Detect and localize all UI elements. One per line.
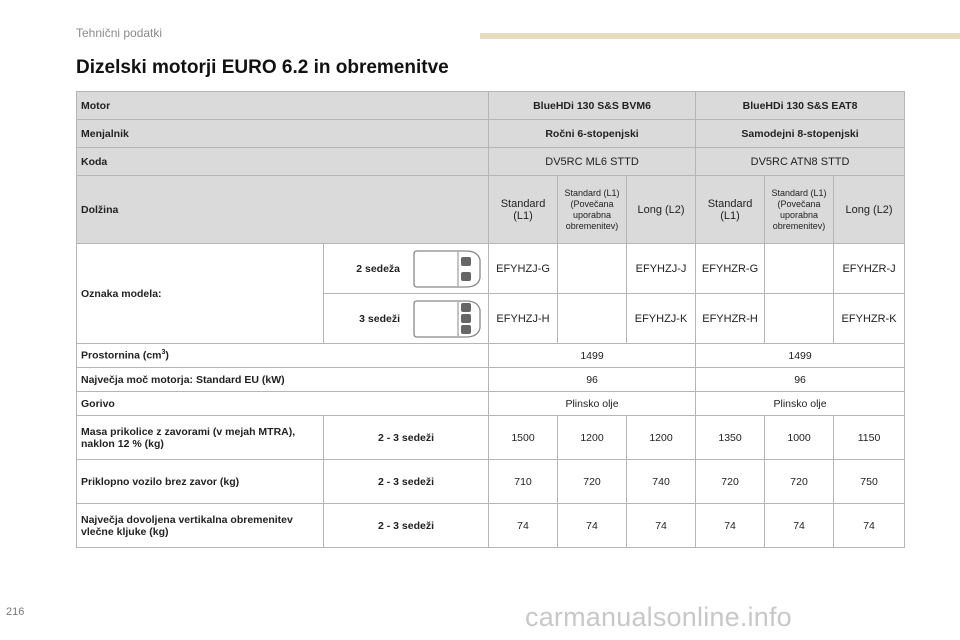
dolzina-col-5: Standard (L1) (Povečana uporabna obremenitev)	[765, 176, 834, 244]
masa-seats: 2 - 3 sedeži	[324, 416, 489, 460]
priklopno-1: 710	[489, 460, 558, 504]
masa-1: 1500	[489, 416, 558, 460]
oznaka-2-5	[765, 244, 834, 294]
oznaka-2-4: EFYHZR-G	[696, 244, 765, 294]
seats-3-label: 3 sedeži	[359, 312, 401, 325]
watermark: carmanualsonline.info	[525, 602, 792, 632]
dolzina-col-2: Standard (L1) (Povečana uporabna obremenitev)	[558, 176, 627, 244]
vertikalna-1: 74	[489, 504, 558, 548]
oznaka-3-2	[558, 294, 627, 344]
section-label: Tehnični podatki	[76, 26, 163, 40]
oznaka-3-4: EFYHZR-H	[696, 294, 765, 344]
vertikalna-label: Največja dovoljena vertikalna obremenitev vlečne kljuke (kg)	[77, 504, 324, 548]
motor-a: BlueHDi 130 S&S BVM6	[489, 92, 696, 120]
seats-2-label: 2 sedeža	[356, 262, 401, 275]
oznaka-3-3: EFYHZJ-K	[627, 294, 696, 344]
koda-a: DV5RC ML6 STTD	[489, 148, 696, 176]
vertikalna-2: 74	[558, 504, 627, 548]
menjalnik-a: Ročni 6-stopenjski	[489, 120, 696, 148]
van-3-seats-icon	[408, 298, 484, 340]
page-number: 216	[6, 606, 25, 618]
vertikalna-5: 74	[765, 504, 834, 548]
vertikalna-seats: 2 - 3 sedeži	[324, 504, 489, 548]
moc-label: Največja moč motorja: Standard EU (kW)	[77, 368, 489, 392]
oznaka-label: Oznaka modela:	[77, 244, 324, 344]
motor-label: Motor	[77, 92, 489, 120]
dolzina-col-4: Standard (L1)	[696, 176, 765, 244]
page-title: Dizelski motorji EURO 6.2 in obremenitve	[76, 57, 449, 78]
masa-5: 1000	[765, 416, 834, 460]
prostornina-b: 1499	[696, 344, 905, 368]
oznaka-3-5	[765, 294, 834, 344]
dolzina-col-1: Standard (L1)	[489, 176, 558, 244]
header-line	[480, 33, 960, 39]
dolzina-col-3: Long (L2)	[627, 176, 696, 244]
seats-3-cell	[324, 294, 489, 344]
priklopno-seats: 2 - 3 sedeži	[324, 460, 489, 504]
spec-table	[76, 91, 905, 548]
gorivo-b: Plinsko olje	[696, 392, 905, 416]
moc-a: 96	[489, 368, 696, 392]
masa-2: 1200	[558, 416, 627, 460]
oznaka-2-1: EFYHZJ-G	[489, 244, 558, 294]
priklopno-3: 740	[627, 460, 696, 504]
seats-2-cell	[324, 244, 489, 294]
gorivo-label: Gorivo	[77, 392, 489, 416]
koda-label: Koda	[77, 148, 489, 176]
priklopno-5: 720	[765, 460, 834, 504]
motor-b: BlueHDi 130 S&S EAT8	[696, 92, 905, 120]
priklopno-2: 720	[558, 460, 627, 504]
van-2-seats-icon	[408, 248, 484, 290]
menjalnik-label: Menjalnik	[77, 120, 489, 148]
prostornina-label: Prostornina $(cm^3)$	[77, 344, 489, 368]
oznaka-2-3: EFYHZJ-J	[627, 244, 696, 294]
masa-label: Masa prikolice z zavorami (v mejah MTRA), naklon 12 % (kg)	[77, 416, 324, 460]
oznaka-2-2	[558, 244, 627, 294]
dolzina-label: Dolžina	[77, 176, 489, 244]
dolzina-col-6: Long (L2)	[834, 176, 905, 244]
priklopno-label: Priklopno vozilo brez zavor (kg)	[77, 460, 324, 504]
priklopno-4: 720	[696, 460, 765, 504]
moc-b: 96	[696, 368, 905, 392]
menjalnik-b: Samodejni 8-stopenjski	[696, 120, 905, 148]
masa-3: 1200	[627, 416, 696, 460]
masa-4: 1350	[696, 416, 765, 460]
vertikalna-3: 74	[627, 504, 696, 548]
masa-6: 1150	[834, 416, 905, 460]
vertikalna-4: 74	[696, 504, 765, 548]
oznaka-3-6: EFYHZR-K	[834, 294, 905, 344]
vertikalna-6: 74	[834, 504, 905, 548]
oznaka-3-1: EFYHZJ-H	[489, 294, 558, 344]
oznaka-2-6: EFYHZR-J	[834, 244, 905, 294]
priklopno-6: 750	[834, 460, 905, 504]
prostornina-a: 1499	[489, 344, 696, 368]
koda-b: DV5RC ATN8 STTD	[696, 148, 905, 176]
gorivo-a: Plinsko olje	[489, 392, 696, 416]
